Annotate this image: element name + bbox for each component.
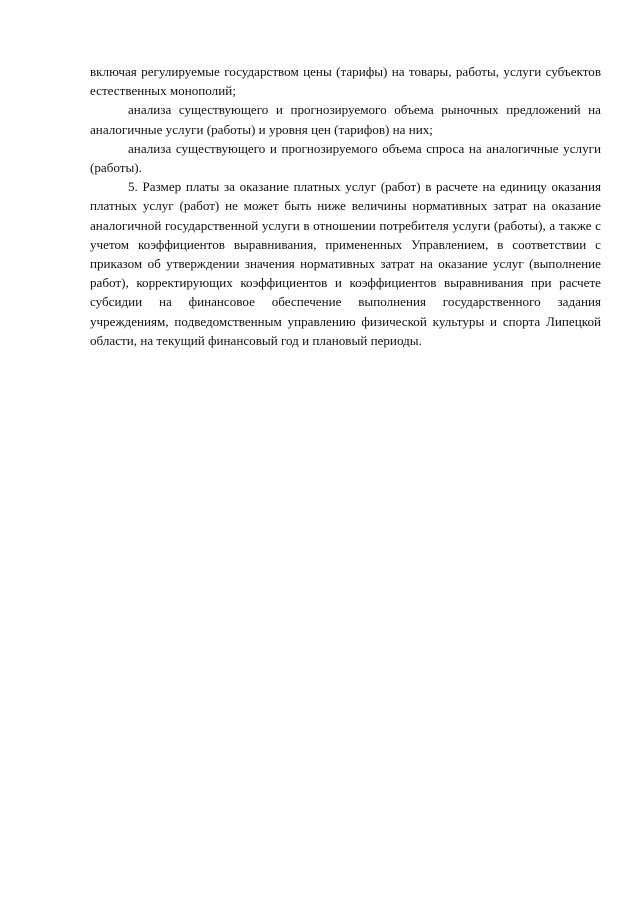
paragraph-market-supply-analysis: анализа существующего и прогнозируемого объема рыночных предложений на аналогичные услуги (работы) и уровня цен (тарифов) на них; [90, 102, 601, 137]
document-body [90, 62, 601, 350]
paragraph-item-5-fee-size: 5. Размер платы за оказание платных услуг (работ) в расчете на единицу оказания платных услуг (работ) не может быть ниже величины нормативных затрат на оказание аналогичной государственной услуги в отношении потребителя услуги (работы), а также с учетом коэффициентов выравнивания, примененных Управлением, в соответствии с приказом об утверждении значения нормативных затрат на оказание услуг (выполнение работ), корректирующих коэффициентов и коэффициентов выравнивания при расчете субсидии на финансовое обеспечение выполнения государственного задания учреждениям, подведомственным управлению физической культуры и спорта Липецкой области, на текущий финансовый год и плановый периоды. [90, 179, 601, 348]
paragraph-demand-analysis: анализа существующего и прогнозируемого объема спроса на аналогичные услуги (работы). [90, 140, 601, 176]
paragraph-regulated-prices: включая регулируемые государством цены (тарифы) на товары, работы, услуги субъектов естественных монополий; [90, 64, 601, 99]
